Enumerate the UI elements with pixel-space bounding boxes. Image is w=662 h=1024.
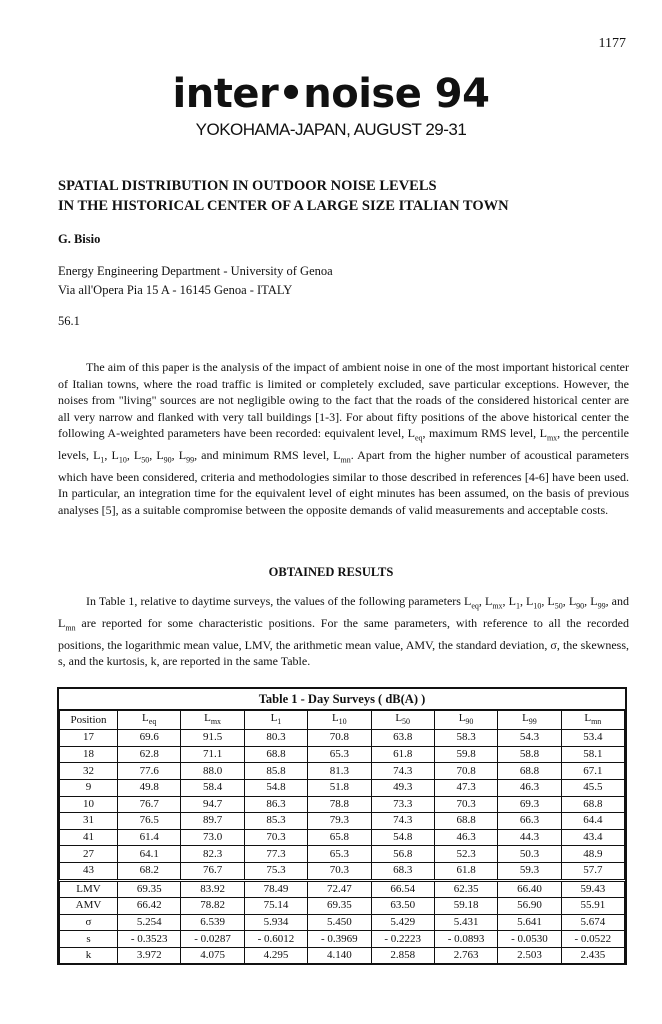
table-cell: 69.35	[308, 898, 371, 915]
stats-row	[60, 931, 625, 948]
table-cell: 71.1	[181, 746, 244, 763]
header-lmx: $L_{mx}$	[181, 711, 244, 730]
table-cell: 66.42	[118, 898, 181, 915]
table-cell: 86.3	[244, 796, 307, 813]
table-cell: - 0.2223	[371, 931, 434, 948]
table-cell: 61.8	[434, 862, 497, 880]
table-1	[57, 687, 627, 965]
table-row	[60, 730, 625, 747]
page-number: 1177	[598, 36, 626, 51]
abstract-paragraph: The aim of this paper is the analysis of the impact of ambient noise in one of the most important historical center of Italian towns, where the road traffic is limited or completely excluded, save particular exceptions. However, the noises from "living" sources are not negligible owing to the fact that the roads of the considered historical center are all very narrow and flanked with very tall buildings [1-3]. For about fifty positions of the above historical center the following A-weighted parameters have been recorded: equivalent level, $L_{eq}$, maximum RMS level, $L_{mx}$, the percentile levels, $L_1$, $L_{10}$, $L_{50}$, $L_{90}$, $L_{99}$, and minimum RMS level, $L_{mn}$. Apart from the higher number of acoustical parameters which have been considered, criteria and methodologies similar to those described in references [4-6] have been used. In particular, an integration time for the equivalent level of eight minutes has been assumed, on the basis of previous analyses [5], as a suitable compromise between the opposite demands of valid measurements and acceptable costs.	[58, 360, 629, 517]
table-cell: 76.5	[118, 813, 181, 830]
table-cell: 6.539	[181, 914, 244, 931]
affiliation-address: Via all'Opera Pia 15 A - 16145 Genoa - ITALY	[58, 283, 293, 297]
table-cell: 94.7	[181, 796, 244, 813]
table-row	[60, 829, 625, 846]
table-cell: 49.8	[118, 779, 181, 796]
table-row	[60, 796, 625, 813]
table-cell: 66.54	[371, 880, 434, 898]
table-cell: 46.3	[434, 829, 497, 846]
table-cell: 49.3	[371, 779, 434, 796]
table-row	[60, 862, 625, 880]
table-cell: 82.3	[181, 846, 244, 863]
table-cell: 57.7	[561, 862, 624, 880]
table-row	[60, 746, 625, 763]
table-cell: 73.3	[371, 796, 434, 813]
stats-row	[60, 898, 625, 915]
header-l10: $L_{10}$	[308, 711, 371, 730]
table-cell: 62.8	[118, 746, 181, 763]
table-cell: 56.8	[371, 846, 434, 863]
table-cell: 59.18	[434, 898, 497, 915]
table-cell: 74.3	[371, 763, 434, 780]
table-cell: 52.3	[434, 846, 497, 863]
table-cell: 61.4	[118, 829, 181, 846]
row-label-cell: s	[60, 931, 118, 948]
table-cell: 70.3	[308, 862, 371, 880]
table-cell: - 0.3969	[308, 931, 371, 948]
table-row	[60, 779, 625, 796]
table-cell: - 0.0893	[434, 931, 497, 948]
header-l1: $L_1$	[244, 711, 307, 730]
row-label-cell: k	[60, 947, 118, 964]
table-cell: 68.8	[498, 763, 561, 780]
header-l50: $L_{50}$	[371, 711, 434, 730]
table-cell: 65.3	[308, 846, 371, 863]
header-lmn: $L_{mn}$	[561, 711, 624, 730]
table-header-row	[60, 711, 625, 730]
table-cell: 69.3	[498, 796, 561, 813]
table-cell: 64.4	[561, 813, 624, 830]
table-cell: 59.43	[561, 880, 624, 898]
table-cell: 58.8	[498, 746, 561, 763]
paper-title-line-2: IN THE HISTORICAL CENTER OF A LARGE SIZE ITALIAN TOWN	[58, 198, 509, 214]
table-cell: 4.140	[308, 947, 371, 964]
table-cell: 70.8	[434, 763, 497, 780]
table-cell: 85.3	[244, 813, 307, 830]
row-label-cell: 41	[60, 829, 118, 846]
header-l99: $L_{99}$	[498, 711, 561, 730]
table-cell: - 0.0522	[561, 931, 624, 948]
table-cell: 70.3	[244, 829, 307, 846]
table-cell: 51.8	[308, 779, 371, 796]
table-cell: 2.858	[371, 947, 434, 964]
conference-location-date: YOKOHAMA-JAPAN, AUGUST 29-31	[195, 120, 467, 139]
table-cell: 91.5	[181, 730, 244, 747]
table-cell: 89.7	[181, 813, 244, 830]
table-cell: 63.8	[371, 730, 434, 747]
section-heading: OBTAINED RESULTS	[268, 565, 394, 579]
row-label-cell: σ	[60, 914, 118, 931]
table-cell: 81.3	[308, 763, 371, 780]
data-table	[59, 710, 625, 965]
table-cell: 65.3	[308, 746, 371, 763]
table-cell: 69.6	[118, 730, 181, 747]
table-cell: 68.3	[371, 862, 434, 880]
table-title: Table 1 - Day Surveys ( dB(A) )	[59, 689, 625, 710]
table-cell: 78.8	[308, 796, 371, 813]
row-label-cell: 32	[60, 763, 118, 780]
table-cell: 48.9	[561, 846, 624, 863]
table-cell: 69.35	[118, 880, 181, 898]
table-cell: 62.35	[434, 880, 497, 898]
table-cell: 56.90	[498, 898, 561, 915]
table-cell: 2.435	[561, 947, 624, 964]
table-cell: 5.934	[244, 914, 307, 931]
row-label-cell: 43	[60, 862, 118, 880]
table-row	[60, 846, 625, 863]
table-cell: - 0.6012	[244, 931, 307, 948]
conference-logo: inter•noise 94	[172, 71, 490, 117]
table-row	[60, 763, 625, 780]
table-cell: 76.7	[181, 862, 244, 880]
table-cell: 5.641	[498, 914, 561, 931]
table-cell: 76.7	[118, 796, 181, 813]
paper-code: 56.1	[58, 314, 80, 328]
row-label-cell: 17	[60, 730, 118, 747]
table-cell: 83.92	[181, 880, 244, 898]
table-cell: 5.431	[434, 914, 497, 931]
table-cell: 54.8	[244, 779, 307, 796]
header-position: Position	[60, 711, 118, 730]
table-cell: 45.5	[561, 779, 624, 796]
table-cell: 88.0	[181, 763, 244, 780]
table-cell: 54.8	[371, 829, 434, 846]
table-cell: 68.8	[434, 813, 497, 830]
table-cell: 68.8	[244, 746, 307, 763]
table-cell: 80.3	[244, 730, 307, 747]
table-cell: 70.8	[308, 730, 371, 747]
header-leq: $L_{eq}$	[118, 711, 181, 730]
table-cell: 72.47	[308, 880, 371, 898]
row-label-cell: 31	[60, 813, 118, 830]
table-cell: 50.3	[498, 846, 561, 863]
table-cell: 73.0	[181, 829, 244, 846]
table-cell: 43.4	[561, 829, 624, 846]
stats-row	[60, 914, 625, 931]
table-cell: 67.1	[561, 763, 624, 780]
table-cell: 77.6	[118, 763, 181, 780]
table-cell: 63.50	[371, 898, 434, 915]
table-cell: 61.8	[371, 746, 434, 763]
row-label-cell: 18	[60, 746, 118, 763]
table-cell: 78.82	[181, 898, 244, 915]
table-cell: 70.3	[434, 796, 497, 813]
table-cell: 47.3	[434, 779, 497, 796]
table-cell: 58.4	[181, 779, 244, 796]
stats-row	[60, 880, 625, 898]
table-cell: 68.8	[561, 796, 624, 813]
table-cell: 78.49	[244, 880, 307, 898]
table-cell: 2.763	[434, 947, 497, 964]
table-cell: 44.3	[498, 829, 561, 846]
table-cell: 58.1	[561, 746, 624, 763]
table-cell: 75.14	[244, 898, 307, 915]
row-label-cell: 9	[60, 779, 118, 796]
table-cell: 3.972	[118, 947, 181, 964]
table-cell: 66.3	[498, 813, 561, 830]
table-cell: 55.91	[561, 898, 624, 915]
table-cell: 74.3	[371, 813, 434, 830]
results-paragraph: In Table 1, relative to daytime surveys, the values of the following parameters $L_{eq}$, $L_{mx}$, $L_1$, $L_{10}$, $L_{50}$, $L_{90}$, $L_{99}$, and $L_{mn}$ are reported for some characteristic positions. For the same parameters, with reference to all the recorded positions, the logarithmic mean value, LMV, the arithmetic mean value, AMV, the standard deviation, σ, the skewness, s, and the kurtosis, k, are reported in the same Table.	[58, 594, 629, 669]
table-cell: 85.8	[244, 763, 307, 780]
table-cell: 75.3	[244, 862, 307, 880]
table-cell: 5.429	[371, 914, 434, 931]
paper-title-line-1: SPATIAL DISTRIBUTION IN OUTDOOR NOISE LEVELS	[58, 178, 437, 194]
row-label-cell: LMV	[60, 880, 118, 898]
table-cell: 58.3	[434, 730, 497, 747]
table-cell: 53.4	[561, 730, 624, 747]
table-cell: 4.075	[181, 947, 244, 964]
table-cell: 65.8	[308, 829, 371, 846]
header-l90: $L_{90}$	[434, 711, 497, 730]
table-cell: 5.254	[118, 914, 181, 931]
table-cell: 64.1	[118, 846, 181, 863]
table-cell: - 0.3523	[118, 931, 181, 948]
table-cell: 46.3	[498, 779, 561, 796]
table-cell: 79.3	[308, 813, 371, 830]
affiliation-department: Energy Engineering Department - University of Genoa	[58, 264, 333, 278]
stats-row	[60, 947, 625, 964]
table-body	[60, 730, 625, 964]
table-cell: 5.450	[308, 914, 371, 931]
table-cell: 59.8	[434, 746, 497, 763]
table-cell: 66.40	[498, 880, 561, 898]
table-cell: 4.295	[244, 947, 307, 964]
table-cell: 5.674	[561, 914, 624, 931]
table-cell: 77.3	[244, 846, 307, 863]
table-cell: 68.2	[118, 862, 181, 880]
paper-title	[58, 176, 618, 216]
table-cell: 2.503	[498, 947, 561, 964]
row-label-cell: 27	[60, 846, 118, 863]
affiliation	[58, 262, 333, 300]
table-cell: 59.3	[498, 862, 561, 880]
table-cell: - 0.0530	[498, 931, 561, 948]
author-name: G. Bisio	[58, 232, 101, 246]
table-cell: - 0.0287	[181, 931, 244, 948]
table-cell: 54.3	[498, 730, 561, 747]
row-label-cell: 10	[60, 796, 118, 813]
row-label-cell: AMV	[60, 898, 118, 915]
table-row	[60, 813, 625, 830]
